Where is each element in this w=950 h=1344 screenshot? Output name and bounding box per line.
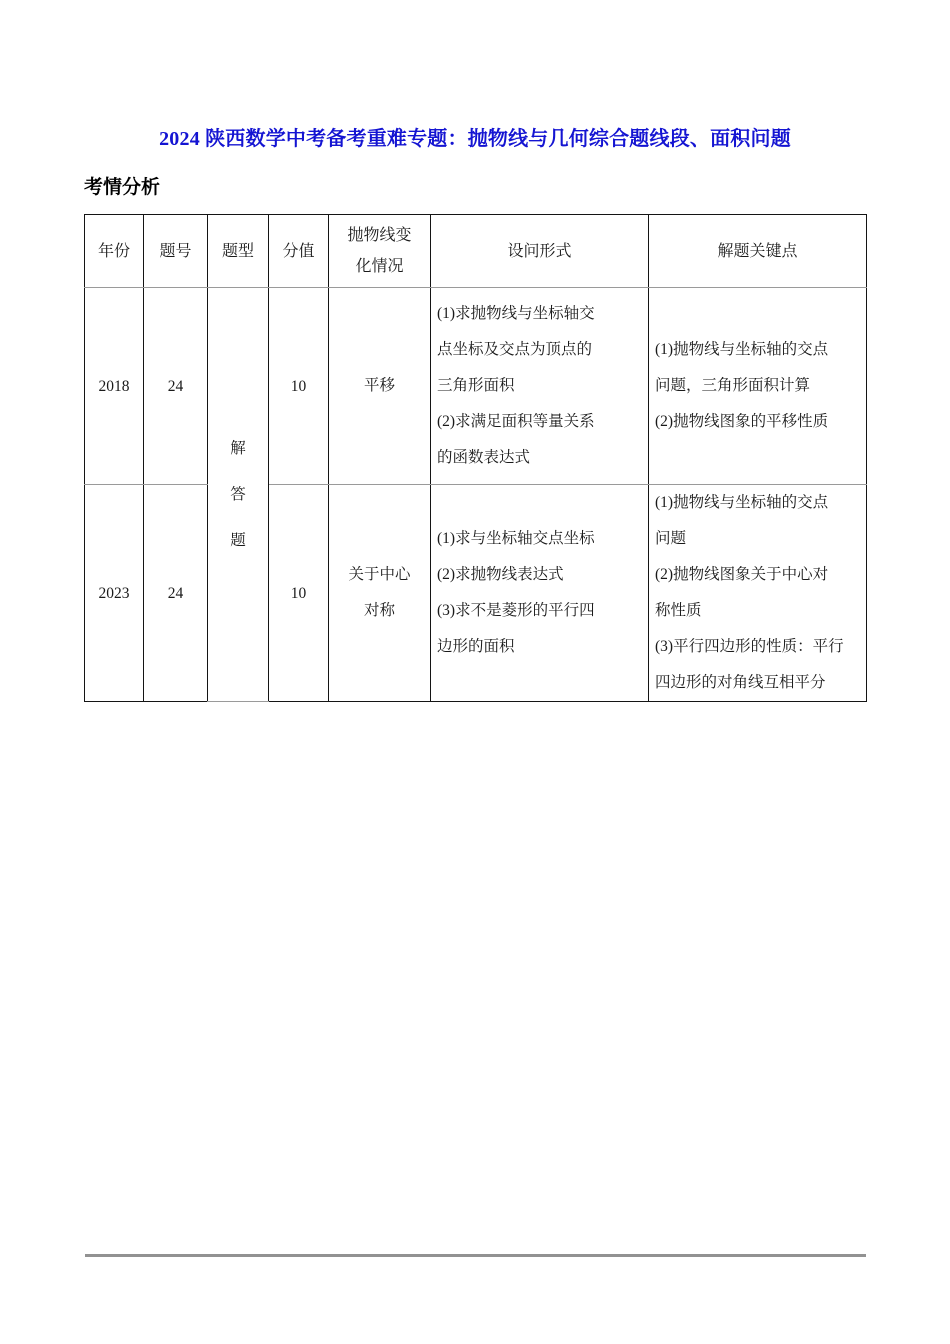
exam-analysis-table (84, 214, 867, 702)
ask-line1-2018: (1)求抛物线与坐标轴交 (437, 305, 595, 322)
header-year-label: 年份 (97, 242, 130, 260)
question-type-vertical-text (214, 426, 262, 564)
cell-ask-2023 (431, 485, 649, 702)
cell-ask-2018 (431, 288, 649, 485)
cell-question-no-2023: 24 (144, 485, 208, 702)
cell-key-2023 (649, 485, 867, 702)
key-line3-2023: (2)抛物线图象关于中心对 (655, 566, 829, 583)
header-parabola-change-line2: 化情况 (355, 258, 404, 275)
key-line3-2018: (2)抛物线图象的平移性质 (655, 413, 829, 430)
key-line1-2018: (1)抛物线与坐标轴的交点 (655, 341, 829, 358)
ask-line2-2018: 点坐标及交点为顶点的 (437, 341, 593, 358)
header-ask-form (431, 215, 649, 288)
header-question-no (144, 215, 208, 288)
table-header-row (85, 215, 867, 288)
header-parabola-change (329, 215, 431, 288)
key-line1-2023: (1)抛物线与坐标轴的交点 (655, 494, 829, 511)
ask-line1-2023: (1)求与坐标轴交点坐标 (437, 530, 595, 547)
ask-line5-2018: 的函数表达式 (437, 449, 531, 466)
cell-question-no-2018: 24 (144, 288, 208, 485)
cell-year-2018: 2018 (85, 288, 144, 485)
question-type-char-2: 答 (230, 485, 246, 503)
header-key-points (649, 215, 867, 288)
key-line6-2023: 四边形的对角线互相平分 (655, 674, 826, 691)
key-line5-2023: (3)平行四边形的性质：平行 (655, 638, 844, 655)
header-year (85, 215, 144, 288)
header-question-type (208, 215, 269, 288)
header-parabola-change-line1: 抛物线变 (347, 227, 412, 244)
question-type-char-1: 解 (230, 439, 246, 457)
cell-key-2018 (649, 288, 867, 485)
header-score-label: 分值 (282, 242, 315, 260)
change-line2-2023: 对称 (363, 602, 395, 619)
header-ask-form-label: 设问形式 (507, 242, 572, 260)
cell-score-2023: 10 (269, 485, 329, 702)
change-line1-2018: 平移 (363, 377, 395, 394)
ask-line3-2023: (3)求不是菱形的平行四 (437, 602, 595, 619)
key-line2-2018: 问题，三角形面积计算 (655, 377, 811, 394)
ask-line4-2023: 边形的面积 (437, 638, 515, 655)
ask-line2-2023: (2)求抛物线表达式 (437, 566, 564, 583)
footer-divider (85, 1254, 866, 1257)
cell-score-2018: 10 (269, 288, 329, 485)
section-heading-exam-analysis: 考情分析 (84, 177, 161, 198)
key-line2-2023: 问题 (655, 530, 687, 547)
table-row-2023 (85, 485, 867, 702)
ask-line4-2018: (2)求满足面积等量关系 (437, 413, 595, 430)
cell-change-2018 (329, 288, 431, 485)
cell-year-2023: 2023 (85, 485, 144, 702)
table-row-2018 (85, 288, 867, 485)
cell-change-2023 (329, 485, 431, 702)
change-lines-2023 (335, 557, 424, 629)
key-line4-2023: 称性质 (655, 602, 702, 619)
change-lines-2018 (335, 368, 424, 404)
header-question-no-label: 题号 (159, 242, 192, 260)
change-line1-2023: 关于中心 (348, 566, 411, 583)
question-type-char-3: 题 (230, 531, 246, 549)
ask-line3-2018: 三角形面积 (437, 377, 515, 394)
header-key-points-label: 解题关键点 (717, 242, 798, 260)
header-score (269, 215, 329, 288)
header-question-type-label: 题型 (221, 242, 254, 260)
page-title: 2024 陕西数学中考备考重难专题：抛物线与几何综合题线段、面积问题 (159, 128, 791, 150)
cell-question-type-merged (208, 288, 269, 702)
